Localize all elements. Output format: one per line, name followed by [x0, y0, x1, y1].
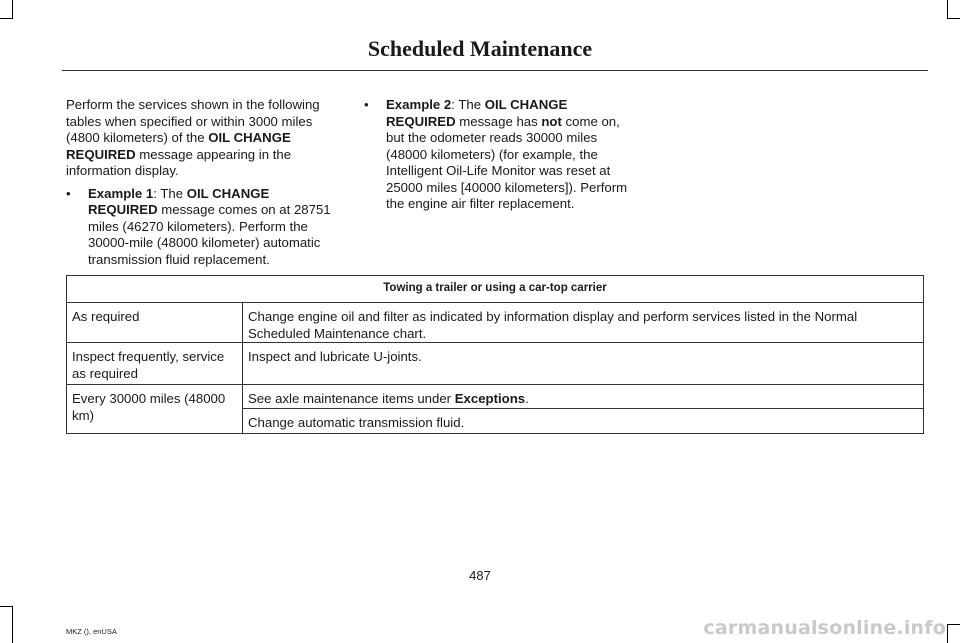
table-header-row	[67, 276, 924, 303]
bullet-icon: •	[66, 185, 71, 201]
action-cell	[243, 385, 924, 409]
action-text-end: .	[525, 391, 529, 406]
example-1-text: message comes on at 28751 miles (46270 kilometers). Perform the 30000-mile (48000 kilometer) automatic transmission fluid replacement.	[88, 202, 331, 267]
table-row	[67, 385, 924, 409]
crop-mark	[947, 624, 960, 625]
right-column	[364, 97, 636, 213]
watermark: carmanualsonline.info	[703, 617, 946, 639]
intro-text-end: message appearing in the information display.	[66, 146, 292, 178]
example-2-mid: message has	[455, 113, 542, 129]
crop-mark	[12, 0, 13, 18]
example-2-sep: : The	[451, 97, 485, 112]
example-2-text: come on, but the odometer reads 30000 miles (48000 kilometers) (for example, the Intelligent Oil-Life Monitor was reset at 25000 miles [40000 kilometers]). Perform the engine air filter replacement.	[386, 113, 628, 211]
example-1-label: Example 1	[88, 185, 154, 201]
crop-mark	[12, 606, 13, 643]
table-row	[67, 343, 924, 385]
page-number: 487	[469, 568, 491, 583]
intro-bold: OIL CHANGE REQUIRED	[66, 130, 291, 162]
crop-mark	[947, 18, 960, 19]
left-column	[66, 97, 341, 268]
exceptions-ref: Exceptions	[454, 391, 526, 406]
table-row	[67, 303, 924, 343]
crop-mark	[0, 18, 13, 19]
example-1-item	[66, 186, 341, 269]
crop-mark	[947, 624, 948, 643]
header-rule	[62, 70, 928, 71]
action-cell: Inspect and lubricate U-joints.	[243, 343, 924, 385]
action-text: See axle maintenance items under	[248, 391, 455, 406]
maintenance-table	[66, 275, 924, 434]
example-2-label: Example 2	[386, 97, 452, 112]
bullet-icon: •	[364, 97, 369, 112]
page-title: Scheduled Maintenance	[367, 36, 593, 61]
intro-paragraph	[66, 97, 341, 180]
intro-text: Perform the services shown in the following tables when specified or within 3000 miles (4800 kilometers) of the	[66, 97, 320, 145]
footer-model: MKZ (), enUSA	[66, 627, 117, 636]
action-cell: Change automatic transmission fluid.	[243, 409, 924, 434]
interval-cell: Inspect frequently, service as required	[67, 343, 243, 385]
example-1-bold: OIL CHANGE REQUIRED	[88, 185, 270, 217]
interval-cell: Every 30000 miles (48000 km)	[67, 385, 243, 434]
action-cell: Change engine oil and filter as indicated by information display and perform services listed in the Normal Scheduled Maintenance chart.	[243, 303, 924, 343]
example-2-item	[364, 97, 636, 213]
example-2-not: not	[541, 113, 562, 129]
interval-cell: As required	[67, 303, 243, 343]
crop-mark	[947, 0, 948, 18]
example-2-bold: OIL CHANGE REQUIRED	[386, 97, 568, 129]
crop-mark	[0, 606, 13, 607]
table-title: Towing a trailer or using a car-top carrier	[67, 276, 924, 303]
example-1-sep: : The	[153, 185, 187, 201]
